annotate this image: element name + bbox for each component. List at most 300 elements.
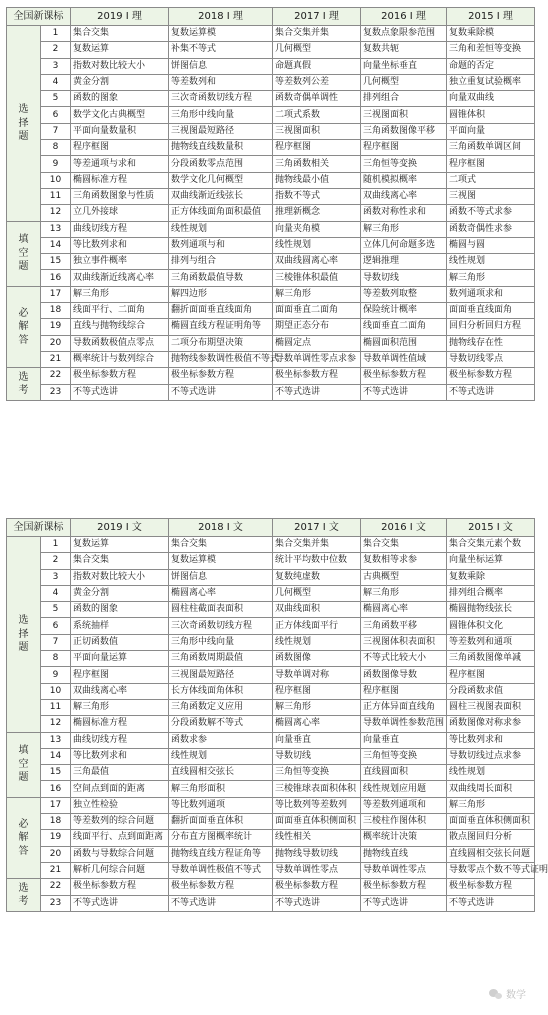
topic-cell: 饼图信息 <box>169 569 273 585</box>
topic-cell: 极坐标参数方程 <box>361 368 447 384</box>
topic-cell: 翻折面面垂直线面角 <box>169 303 273 319</box>
topic-cell: 三角恒等变换 <box>361 156 447 172</box>
table-row <box>7 91 535 107</box>
topic-cell: 黄金分割 <box>71 585 169 601</box>
table-row <box>7 140 535 156</box>
question-number: 22 <box>41 368 71 384</box>
topic-cell: 几何概型 <box>361 74 447 90</box>
table-row <box>7 335 535 351</box>
topic-cell: 解三角形 <box>447 270 535 286</box>
question-number: 4 <box>41 585 71 601</box>
topic-cell: 二项分布期望决策 <box>169 335 273 351</box>
topic-cell: 双曲线离心率 <box>361 188 447 204</box>
question-number: 12 <box>41 205 71 221</box>
topic-cell: 线性相关 <box>273 830 361 846</box>
topic-cell: 正方体线面角面积最值 <box>169 205 273 221</box>
header-year: 2016 I 理 <box>361 8 447 26</box>
topic-cell: 复数纯虚数 <box>273 569 361 585</box>
topic-cell: 解三角形 <box>361 585 447 601</box>
topic-cell: 复数运算模 <box>169 553 273 569</box>
topic-cell: 向量坐标垂直 <box>361 58 447 74</box>
topic-cell: 正切函数值 <box>71 634 169 650</box>
table-row <box>7 683 535 699</box>
topic-cell: 导数单调性参数范围 <box>361 716 447 732</box>
topic-cell: 黄金分割 <box>71 74 169 90</box>
topic-cell: 平面向量 <box>447 123 535 139</box>
topic-cell: 椭圆标准方程 <box>71 172 169 188</box>
topic-cell: 直线圆相交弦长 <box>169 765 273 781</box>
question-number: 22 <box>41 879 71 895</box>
topic-cell: 指数对数比较大小 <box>71 569 169 585</box>
topic-cell: 逻辑推理 <box>361 254 447 270</box>
question-number: 5 <box>41 602 71 618</box>
table-row <box>7 618 535 634</box>
table-row <box>7 270 535 286</box>
topic-cell: 复数乘除 <box>447 569 535 585</box>
table-row <box>7 368 535 384</box>
question-number: 13 <box>41 732 71 748</box>
table-row <box>7 748 535 764</box>
topic-cell: 函数对称性求和 <box>361 205 447 221</box>
topic-cell: 几何概型 <box>273 42 361 58</box>
question-number: 16 <box>41 781 71 797</box>
topic-cell: 函数奇偶单调性 <box>273 91 361 107</box>
table-row <box>7 569 535 585</box>
question-number: 9 <box>41 667 71 683</box>
topic-cell: 函数图像导数 <box>361 667 447 683</box>
topic-cell: 系统抽样 <box>71 618 169 634</box>
question-number: 11 <box>41 699 71 715</box>
topic-cell: 面面垂直体积侧面积 <box>273 814 361 830</box>
table-row <box>7 42 535 58</box>
topic-cell: 等比数列求和 <box>71 748 169 764</box>
topic-cell: 双曲线渐近线弦长 <box>169 188 273 204</box>
topic-cell: 复数运算 <box>71 42 169 58</box>
topic-cell: 直线圆相交弦长问题 <box>447 846 535 862</box>
topic-cell: 三次奇函数切线方程 <box>169 618 273 634</box>
topic-cell: 保险统计概率 <box>361 303 447 319</box>
topic-cell: 椭圆离心率 <box>273 716 361 732</box>
topic-cell: 不等式选讲 <box>169 895 273 911</box>
table-row <box>7 651 535 667</box>
topic-cell: 数列通项与和 <box>169 237 273 253</box>
topic-cell: 导数切线零点 <box>447 351 535 367</box>
topic-cell: 导数单调性极值不等式 <box>169 862 273 878</box>
topic-cell: 三角函数图像平移 <box>361 123 447 139</box>
topic-cell: 三棱柱作图体积 <box>361 814 447 830</box>
topic-cell: 程序框图 <box>273 683 361 699</box>
table-row <box>7 585 535 601</box>
question-number: 8 <box>41 140 71 156</box>
topic-cell: 排列与组合 <box>169 254 273 270</box>
topic-cell: 抛物线最小值 <box>273 172 361 188</box>
topic-cell: 抛物线直线方程证角等 <box>169 846 273 862</box>
topic-cell: 面面垂直体积侧面积 <box>447 814 535 830</box>
topic-cell: 圆柱三视图表面积 <box>447 699 535 715</box>
topic-cell: 椭圆直线方程证明角等 <box>169 319 273 335</box>
topic-cell: 函数图像对称求参 <box>447 716 535 732</box>
topic-cell: 线面平行、点到面距离 <box>71 830 169 846</box>
table-row <box>7 732 535 748</box>
topic-cell: 三角函数单调区间 <box>447 140 535 156</box>
topic-cell: 不等式选讲 <box>447 384 535 400</box>
topic-cell: 圆锥体积 <box>447 107 535 123</box>
topic-cell: 三角函数图像单减 <box>447 651 535 667</box>
question-number: 15 <box>41 765 71 781</box>
topic-cell: 导数单调性零点 <box>273 862 361 878</box>
header-label: 全国新课标 <box>7 519 71 537</box>
topic-cell: 集合交集并集 <box>273 537 361 553</box>
topic-cell: 回归分析回归方程 <box>447 319 535 335</box>
topic-cell: 双曲线渐近线离心率 <box>71 270 169 286</box>
table-row <box>7 879 535 895</box>
table-row <box>7 351 535 367</box>
category-cell <box>7 368 41 401</box>
question-number: 20 <box>41 335 71 351</box>
question-number: 18 <box>41 814 71 830</box>
topic-cell: 函数奇偶性求参 <box>447 221 535 237</box>
topic-cell: 解三角形 <box>447 797 535 813</box>
topic-cell: 概率统计与数列综合 <box>71 351 169 367</box>
table-row <box>7 895 535 911</box>
topic-cell: 极坐标参数方程 <box>447 879 535 895</box>
topic-cell: 椭圆面积范围 <box>361 335 447 351</box>
topic-cell: 椭圆与圆 <box>447 237 535 253</box>
topic-cell: 等差数列取整 <box>361 286 447 302</box>
topic-cell: 补集不等式 <box>169 42 273 58</box>
topic-cell: 分段函数解不等式 <box>169 716 273 732</box>
question-number: 16 <box>41 270 71 286</box>
topic-cell: 线性规划 <box>169 221 273 237</box>
topic-cell: 集合交集 <box>169 537 273 553</box>
question-number: 3 <box>41 569 71 585</box>
topic-cell: 导数单调对称 <box>273 667 361 683</box>
topic-cell: 独立性检验 <box>71 797 169 813</box>
arts-topics-table <box>6 518 548 912</box>
topic-cell: 不等式比较大小 <box>361 651 447 667</box>
table-header <box>7 8 535 26</box>
table-row <box>7 553 535 569</box>
topic-cell: 三角函数定义应用 <box>169 699 273 715</box>
category-label: 选 择 题 <box>18 615 29 654</box>
topic-cell: 三角函数平移 <box>361 618 447 634</box>
topic-cell: 三视图 <box>447 188 535 204</box>
topic-cell: 椭圆定点 <box>273 335 361 351</box>
topic-cell: 古典概型 <box>361 569 447 585</box>
topic-cell: 等比数列等差数列 <box>273 797 361 813</box>
topic-cell: 集合交集并集 <box>273 26 361 42</box>
topic-cell: 极坐标参数方程 <box>273 368 361 384</box>
topic-cell: 指数不等式 <box>273 188 361 204</box>
topic-cell: 等比数列求和 <box>447 732 535 748</box>
topic-cell: 概率统计决策 <box>361 830 447 846</box>
topic-cell: 不等式选讲 <box>169 384 273 400</box>
topic-cell: 双曲线周长面积 <box>447 781 535 797</box>
topic-cell: 等比数列通项 <box>169 797 273 813</box>
table-row <box>7 602 535 618</box>
table-row <box>7 107 535 123</box>
topic-cell: 极坐标参数方程 <box>447 368 535 384</box>
topic-cell: 线性规划 <box>447 254 535 270</box>
category-label: 选 考 <box>18 882 29 908</box>
topic-cell: 长方体线面角体积 <box>169 683 273 699</box>
topic-cell: 解三角形 <box>273 286 361 302</box>
category-label: 选 择 题 <box>18 104 29 143</box>
topic-cell: 面面垂直二面角 <box>273 303 361 319</box>
table-row <box>7 172 535 188</box>
topic-cell: 导数单调性零点 <box>361 862 447 878</box>
topic-cell: 向量夹角模 <box>273 221 361 237</box>
topic-cell: 三视图最短路径 <box>169 667 273 683</box>
topic-cell: 导数切线 <box>273 748 361 764</box>
category-cell <box>7 221 41 286</box>
header-year: 2019 I 文 <box>71 519 169 537</box>
topic-cell: 解三角形面积 <box>169 781 273 797</box>
question-number: 19 <box>41 830 71 846</box>
question-number: 18 <box>41 303 71 319</box>
topic-cell: 分段函数求值 <box>447 683 535 699</box>
topic-cell: 排列组合概率 <box>447 585 535 601</box>
topic-cell: 二项式 <box>447 172 535 188</box>
topic-cell: 极坐标参数方程 <box>71 879 169 895</box>
topic-cell: 散点图回归分析 <box>447 830 535 846</box>
topic-cell: 集合交集 <box>361 537 447 553</box>
question-number: 7 <box>41 634 71 650</box>
topic-cell: 不等式选讲 <box>361 895 447 911</box>
topic-cell: 命题的否定 <box>447 58 535 74</box>
question-number: 2 <box>41 553 71 569</box>
header-year: 2017 I 文 <box>273 519 361 537</box>
question-number: 20 <box>41 846 71 862</box>
topic-cell: 圆柱柱截面表面积 <box>169 602 273 618</box>
science-topics-table <box>6 7 535 401</box>
category-label: 必 解 答 <box>18 307 29 346</box>
header-year: 2018 I 理 <box>169 8 273 26</box>
topic-cell: 立体几何命题多选 <box>361 237 447 253</box>
topic-cell: 导数单调性值域 <box>361 351 447 367</box>
question-number: 13 <box>41 221 71 237</box>
topic-cell: 饼图信息 <box>169 58 273 74</box>
topic-cell: 三视图面积 <box>273 123 361 139</box>
topic-cell: 线性规划 <box>273 634 361 650</box>
category-label: 填 空 题 <box>18 234 29 273</box>
header-year: 2016 I 文 <box>361 519 447 537</box>
topic-cell: 命题真假 <box>273 58 361 74</box>
topic-cell: 等差数列通项和 <box>361 797 447 813</box>
table-row <box>7 156 535 172</box>
topic-cell: 解三角形 <box>361 221 447 237</box>
table-row <box>7 74 535 90</box>
question-number: 11 <box>41 188 71 204</box>
topic-cell: 复数共轭 <box>361 42 447 58</box>
table-row <box>7 716 535 732</box>
category-label: 填 空 题 <box>18 745 29 784</box>
topic-cell: 不等式选讲 <box>361 384 447 400</box>
topic-cell: 线面垂直二面角 <box>361 319 447 335</box>
question-number: 10 <box>41 172 71 188</box>
topic-cell: 等差数列和通项 <box>447 634 535 650</box>
topic-cell: 导数切线 <box>361 270 447 286</box>
topic-cell: 双曲线圆离心率 <box>273 254 361 270</box>
question-number: 2 <box>41 42 71 58</box>
topic-cell: 数学文化几何概型 <box>169 172 273 188</box>
question-number: 4 <box>41 74 71 90</box>
category-cell <box>7 732 41 797</box>
topic-cell: 双曲线离心率 <box>71 683 169 699</box>
question-number: 14 <box>41 237 71 253</box>
topic-cell: 三视图面积 <box>361 107 447 123</box>
question-number: 6 <box>41 618 71 634</box>
question-number: 3 <box>41 58 71 74</box>
topic-cell: 极坐标参数方程 <box>361 879 447 895</box>
topic-cell: 抛物线参数调性极值不等式 <box>169 351 273 367</box>
table-row <box>7 123 535 139</box>
topic-cell: 推理新概念 <box>273 205 361 221</box>
topic-cell: 不等式选讲 <box>273 895 361 911</box>
table-row <box>7 765 535 781</box>
table-row <box>7 221 535 237</box>
topic-cell: 三角函数周期最值 <box>169 651 273 667</box>
topic-cell: 函数的图象 <box>71 91 169 107</box>
table-row <box>7 781 535 797</box>
question-number: 8 <box>41 651 71 667</box>
header-label: 全国新课标 <box>7 8 71 26</box>
topic-cell: 程序框图 <box>71 140 169 156</box>
topic-cell: 线性规划 <box>169 748 273 764</box>
topic-cell: 程序框图 <box>361 683 447 699</box>
topic-cell: 三棱锥体积最值 <box>273 270 361 286</box>
topic-cell: 立几外接球 <box>71 205 169 221</box>
topic-cell: 导数零点个数不等式证明 <box>447 862 535 878</box>
question-number: 12 <box>41 716 71 732</box>
topic-cell: 二项式系数 <box>273 107 361 123</box>
question-number: 17 <box>41 797 71 813</box>
question-number: 19 <box>41 319 71 335</box>
topic-cell: 等差数列公差 <box>273 74 361 90</box>
topic-cell: 等差数列和 <box>169 74 273 90</box>
watermark-text: 数学 <box>506 990 526 1001</box>
watermark <box>489 986 526 1001</box>
category-cell <box>7 797 41 878</box>
category-cell <box>7 879 41 912</box>
topic-cell: 等差通项与求和 <box>71 156 169 172</box>
table-row <box>7 797 535 813</box>
topic-cell: 椭圆标准方程 <box>71 716 169 732</box>
topic-cell: 三角和差恒等变换 <box>447 42 535 58</box>
topic-cell: 曲线切线方程 <box>71 732 169 748</box>
topic-cell: 排列组合 <box>361 91 447 107</box>
topic-cell: 三视图最短路径 <box>169 123 273 139</box>
table-header <box>7 519 535 537</box>
topic-cell: 向量双曲线 <box>447 91 535 107</box>
table-row <box>7 188 535 204</box>
topic-cell: 平面向量运算 <box>71 651 169 667</box>
question-number: 17 <box>41 286 71 302</box>
question-number: 21 <box>41 351 71 367</box>
topic-cell: 三角恒等变换 <box>361 748 447 764</box>
topic-cell: 椭圆离心率 <box>361 602 447 618</box>
topic-cell: 直线与抛物线综合 <box>71 319 169 335</box>
topic-cell: 等比数列求和 <box>71 237 169 253</box>
topic-cell: 集合交集元素个数 <box>447 537 535 553</box>
topic-cell: 椭圆离心率 <box>169 585 273 601</box>
category-cell <box>7 26 41 222</box>
topic-cell: 独立重复试验概率 <box>447 74 535 90</box>
category-label: 必 解 答 <box>18 818 29 857</box>
table-row <box>7 830 535 846</box>
topic-cell: 不等式选讲 <box>71 895 169 911</box>
topic-cell: 导数函数极值点零点 <box>71 335 169 351</box>
table-row <box>7 58 535 74</box>
question-number: 15 <box>41 254 71 270</box>
table-row <box>7 205 535 221</box>
topic-cell: 抛物线直线数量积 <box>169 140 273 156</box>
topic-cell: 三角形中线向量 <box>169 107 273 123</box>
wechat-icon <box>489 989 503 999</box>
topic-cell: 函数不等式求参 <box>447 205 535 221</box>
topic-cell: 分布直方图概率统计 <box>169 830 273 846</box>
topic-cell: 函数的图象 <box>71 602 169 618</box>
topic-cell: 向量垂直 <box>361 732 447 748</box>
topic-cell: 三角函数图象与性质 <box>71 188 169 204</box>
question-number: 7 <box>41 123 71 139</box>
topic-cell: 椭圆抛物线弦长 <box>447 602 535 618</box>
topic-cell: 向量垂直 <box>273 732 361 748</box>
question-number: 6 <box>41 107 71 123</box>
topic-cell: 极坐标参数方程 <box>273 879 361 895</box>
header-year: 2015 I 理 <box>447 8 535 26</box>
topic-cell: 集合交集 <box>71 553 169 569</box>
topic-cell: 线面平行、二面角 <box>71 303 169 319</box>
topic-cell: 双曲线面积 <box>273 602 361 618</box>
topic-cell: 函数求参 <box>169 732 273 748</box>
topic-cell: 极坐标参数方程 <box>169 368 273 384</box>
topic-cell: 曲线切线方程 <box>71 221 169 237</box>
topic-cell: 复数运算模 <box>169 26 273 42</box>
topic-cell: 三角最值 <box>71 765 169 781</box>
topic-cell: 不等式选讲 <box>71 384 169 400</box>
topic-cell: 程序框图 <box>71 667 169 683</box>
table-row <box>7 537 535 553</box>
topic-cell: 解四边形 <box>169 286 273 302</box>
header-year: 2017 I 理 <box>273 8 361 26</box>
topic-cell: 程序框图 <box>361 140 447 156</box>
topic-cell: 复数乘除模 <box>447 26 535 42</box>
question-number: 10 <box>41 683 71 699</box>
topic-cell: 随机模拟概率 <box>361 172 447 188</box>
topic-cell: 线性规划应用题 <box>361 781 447 797</box>
topic-cell: 三角函数最值导数 <box>169 270 273 286</box>
topic-cell: 直线圆面积 <box>361 765 447 781</box>
topic-cell: 程序框图 <box>447 667 535 683</box>
header-year: 2018 I 文 <box>169 519 273 537</box>
topic-cell: 线性规划 <box>273 237 361 253</box>
topic-cell: 复数相等求参 <box>361 553 447 569</box>
topic-cell: 三视图体积表面积 <box>361 634 447 650</box>
header-year: 2015 I 文 <box>447 519 535 537</box>
category-cell <box>7 537 41 733</box>
topic-cell: 解三角形 <box>71 286 169 302</box>
topic-cell: 数列通项求和 <box>447 286 535 302</box>
table-row <box>7 303 535 319</box>
topic-cell: 三角函数相关 <box>273 156 361 172</box>
topic-cell: 数学文化古典概型 <box>71 107 169 123</box>
topic-cell: 解析几何综合问题 <box>71 862 169 878</box>
table-row <box>7 286 535 302</box>
topic-cell: 解三角形 <box>71 699 169 715</box>
topic-cell: 抛物线导数切线 <box>273 846 361 862</box>
table-row <box>7 384 535 400</box>
